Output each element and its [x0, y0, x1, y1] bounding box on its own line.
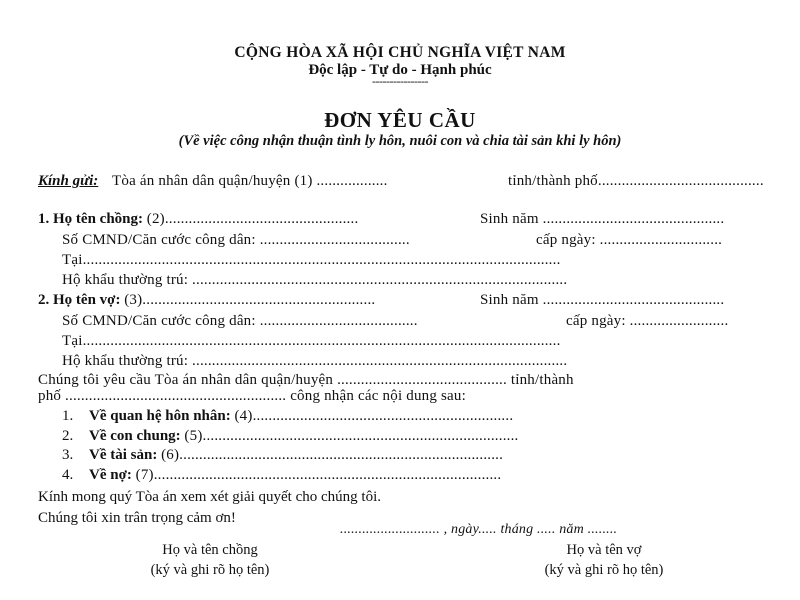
- item-number: 4.: [62, 467, 74, 483]
- item-label: Về quan hệ hôn nhân:: [89, 408, 231, 424]
- item-marriage: [62, 407, 513, 425]
- header-divider: ----------------: [372, 74, 428, 88]
- item-field: (4)..................................................................: [234, 408, 514, 424]
- recipient-line: [38, 172, 388, 190]
- recipient-court: Tòa án nhân dân quận/huyện (1) ..................: [112, 173, 388, 189]
- item-number: 1.: [62, 408, 74, 424]
- item-label: Về tài sản:: [89, 447, 158, 463]
- item-field: (5)................................................................................: [184, 428, 519, 444]
- document-subtitle: (Về việc công nhận thuận tình ly hôn, nuôi con và chia tài sản khi ly hôn): [178, 133, 622, 149]
- wife-birth-year: Sinh năm ..............................................: [480, 292, 725, 308]
- closing-thanks: Chúng tôi xin trân trọng cảm ơn!: [38, 510, 236, 526]
- request-line-2: phố ........................................................ công nhận các nội dung sau:: [38, 388, 466, 404]
- husband-signature-note: (ký và ghi rõ họ tên): [150, 562, 270, 578]
- item-children: [62, 427, 519, 445]
- wife-heading: [38, 291, 375, 309]
- item-number: 2.: [62, 428, 74, 444]
- wife-heading-label: 2. Họ tên vợ:: [38, 292, 121, 308]
- wife-issued-at: Tại.........................................................................................................................: [62, 333, 561, 349]
- husband-heading: [38, 210, 358, 228]
- item-label: Về nợ:: [89, 467, 132, 483]
- wife-id-number: Số CMND/Căn cước công dân: ........................................: [62, 313, 418, 329]
- husband-name-field: (2).................................................: [146, 211, 359, 227]
- wife-signature-title: Họ và tên vợ: [566, 542, 642, 558]
- recipient-label: Kính gửi:: [38, 173, 99, 189]
- husband-id-date: cấp ngày: ...............................: [536, 232, 723, 248]
- nation-header: CỘNG HÒA XÃ HỘI CHỦ NGHĨA VIỆT NAM: [234, 44, 566, 61]
- item-number: 3.: [62, 447, 74, 463]
- item-debts: [62, 466, 501, 484]
- husband-signature-title: Họ và tên chồng: [162, 542, 258, 558]
- document-title: ĐƠN YÊU CẦU: [324, 108, 476, 132]
- item-field: (6)..................................................................................: [161, 447, 504, 463]
- motto: Độc lập - Tự do - Hạnh phúc: [308, 62, 492, 78]
- wife-id-date: cấp ngày: .........................: [566, 313, 729, 329]
- husband-residence: Hộ khẩu thường trú: ...............................................................................................: [62, 272, 568, 288]
- request-line-1: Chúng tôi yêu cầu Tòa án nhân dân quận/huyện ........................................... tỉnh/thành: [38, 372, 574, 388]
- wife-name-field: (3)...........................................................: [124, 292, 376, 308]
- husband-birth-year: Sinh năm ..............................................: [480, 211, 725, 227]
- husband-id-number: Số CMND/Căn cước công dân: ......................................: [62, 232, 410, 248]
- item-assets: [62, 446, 503, 464]
- item-label: Về con chung:: [89, 428, 181, 444]
- wife-residence: Hộ khẩu thường trú: ...............................................................................................: [62, 353, 568, 369]
- date-line: ........................... , ngày..... tháng ..... năm ........: [340, 522, 618, 537]
- closing-request: Kính mong quý Tòa án xem xét giải quyết cho chúng tôi.: [38, 489, 381, 505]
- husband-issued-at: Tại.........................................................................................................................: [62, 252, 561, 268]
- wife-signature-note: (ký và ghi rõ họ tên): [544, 562, 664, 578]
- husband-heading-label: 1. Họ tên chồng:: [38, 211, 143, 227]
- item-field: (7)........................................................................................: [135, 467, 502, 483]
- recipient-province: tỉnh/thành phố..........................................: [508, 173, 764, 189]
